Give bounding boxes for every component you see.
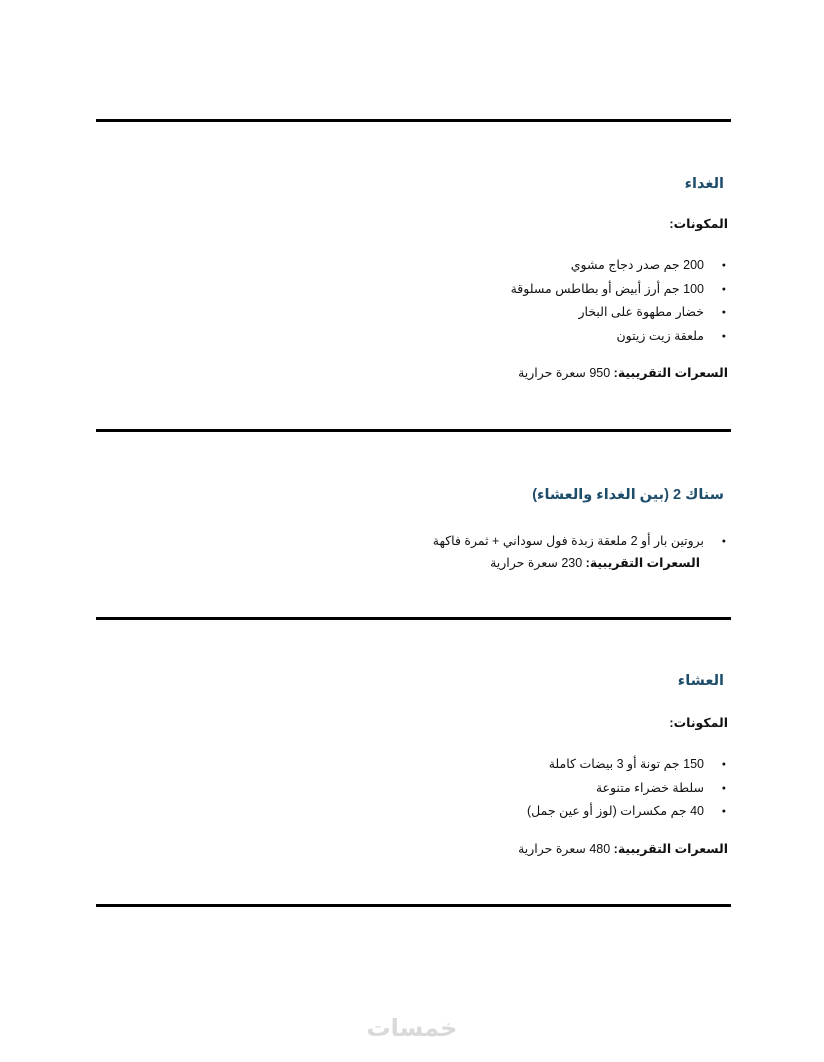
lunch-ingredients-label: المكونات: bbox=[669, 217, 728, 231]
lunch-title: الغداء bbox=[684, 176, 724, 192]
snack2-calories-label: السعرات التقريبية: bbox=[585, 555, 700, 570]
lunch-section bbox=[108, 174, 728, 382]
dinner-ingredients-list bbox=[108, 753, 728, 824]
list-item: ● سلطة خضراء متنوعة bbox=[108, 777, 728, 801]
snack2-list bbox=[108, 530, 728, 554]
dinner-calories-value: 480 سعرة حرارية bbox=[518, 841, 611, 856]
dinner-title: العشاء bbox=[677, 673, 724, 689]
dinner-ingredients-label: المكونات: bbox=[669, 716, 728, 730]
snack2-calories-value: 230 سعرة حرارية bbox=[490, 555, 583, 570]
list-item: ● 150 جم تونة أو 3 بيضات كاملة bbox=[108, 753, 728, 777]
list-item: ● 200 جم صدر دجاج مشوي bbox=[108, 254, 728, 278]
watermark-logo: خمسات bbox=[366, 1015, 458, 1042]
dinner-section bbox=[108, 671, 728, 858]
divider-bottom bbox=[96, 904, 731, 907]
divider-after-lunch bbox=[96, 429, 731, 432]
snack2-title: سناك 2 (بين الغداء والعشاء) bbox=[532, 487, 724, 503]
list-item: ● 100 جم أرز أبيض أو بطاطس مسلوقة bbox=[108, 278, 728, 302]
divider-top bbox=[96, 119, 731, 122]
list-item: ● ملعقة زيت زيتون bbox=[108, 325, 728, 349]
snack2-section bbox=[108, 485, 728, 572]
list-item: ● بروتين بار أو 2 ملعقة زبدة فول سوداني + ثمرة فاكهة bbox=[108, 530, 728, 554]
lunch-calories-label: السعرات التقريبية: bbox=[613, 366, 728, 380]
dinner-calories-label: السعرات التقريبية: bbox=[613, 841, 728, 856]
list-item: ● خضار مطهوة على البخار bbox=[108, 301, 728, 325]
snack2-calories bbox=[108, 554, 728, 572]
divider-after-snack2 bbox=[96, 617, 731, 620]
lunch-calories-value: 950 سعرة حرارية bbox=[518, 366, 611, 380]
lunch-calories bbox=[108, 364, 728, 382]
list-item: ● 40 جم مكسرات (لوز أو عين جمل) bbox=[108, 800, 728, 824]
dinner-calories bbox=[108, 840, 728, 858]
lunch-ingredients-list bbox=[108, 254, 728, 348]
